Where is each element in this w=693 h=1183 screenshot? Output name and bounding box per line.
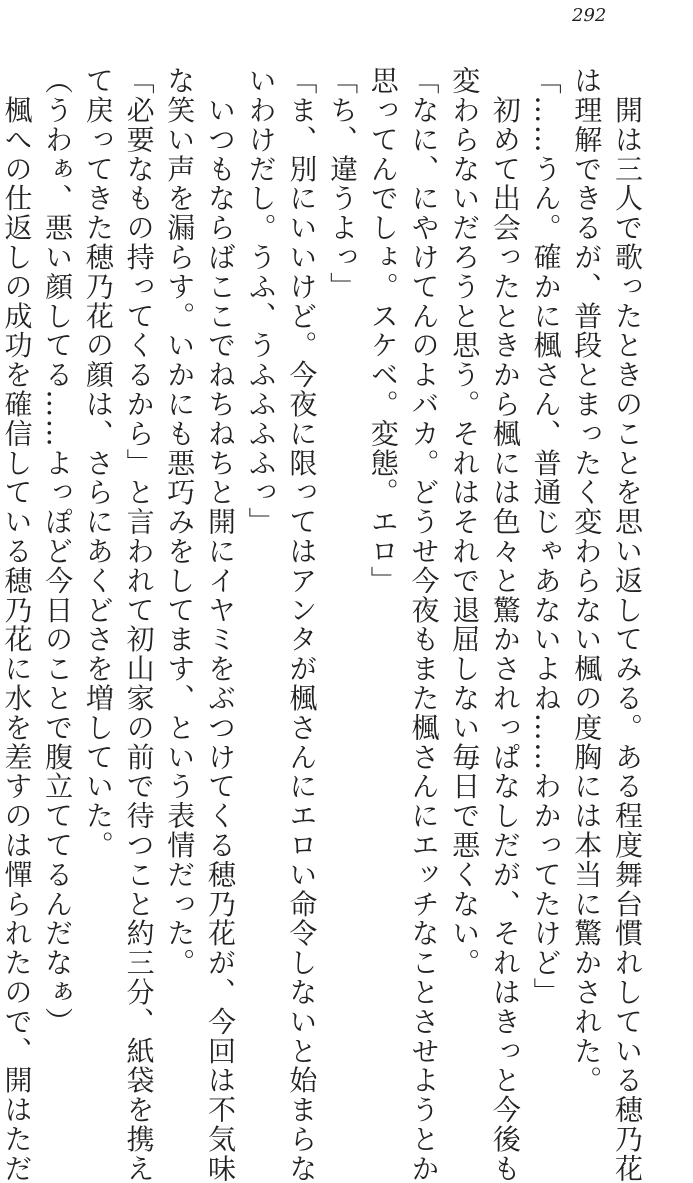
text-line: いつもならばここでねちねちと開にイヤミをぶつけてくる穂乃花が、今回は不気味 — [203, 66, 237, 1183]
text-line: いわけだし。うふ、うふふふふっ」 — [244, 66, 278, 537]
page-number: 292 — [572, 5, 607, 26]
text-line: は理解できるが、普段とまったく変わらない楓の度胸には本当に驚かされた。 — [570, 66, 604, 1095]
text-line: 「……うん。確かに楓さん、普通じゃあないよね……わかってたけど」 — [529, 66, 563, 1007]
text-line: な笑い声を漏らす。いかにも悪巧みをしてます、という表情だった。 — [163, 66, 197, 978]
text-line: 「なに、にやけてんのよバカ。どうせ今夜もまた楓さんにエッチなことさせようとか — [407, 66, 441, 1183]
text-line: 開は三人で歌ったときのことを思い返してみる。ある程度舞台慣れしている穂乃花 — [611, 66, 644, 1183]
text-line: 「ち、違うよっ」 — [326, 66, 360, 302]
text-line: 「ま、別にいいけど。今夜に限ってはアンタが楓さんにエロい命令しないと始まらな — [285, 66, 319, 1183]
text-line: 初めて出会ったときから楓には色々と驚かされっぱなしだが、それはきっと今後も — [488, 66, 522, 1183]
text-line: 「必要なもの持ってくるから」と言われて初山家の前で待つこと約三分、紙袋を携え — [122, 66, 156, 1183]
text-line: て戻ってきた穂乃花の顔は、さらにあくどさを増していた。 — [81, 66, 115, 860]
text-line: 楓への仕返しの成功を確信している穂乃花に水を差すのは憚られたので、開はただ — [0, 66, 34, 1183]
body-text — [0, 66, 647, 1183]
text-line: （うわぁ、悪い顔してる……よっぽど今日のことで腹立ててるんだなぁ） — [41, 66, 75, 1037]
text-line: 変わらないだろうと思う。それはそれで退屈しない毎日で悪くない。 — [448, 66, 482, 978]
text-line: 思ってんでしょ。スケベ。変態。エロ」 — [366, 66, 400, 596]
